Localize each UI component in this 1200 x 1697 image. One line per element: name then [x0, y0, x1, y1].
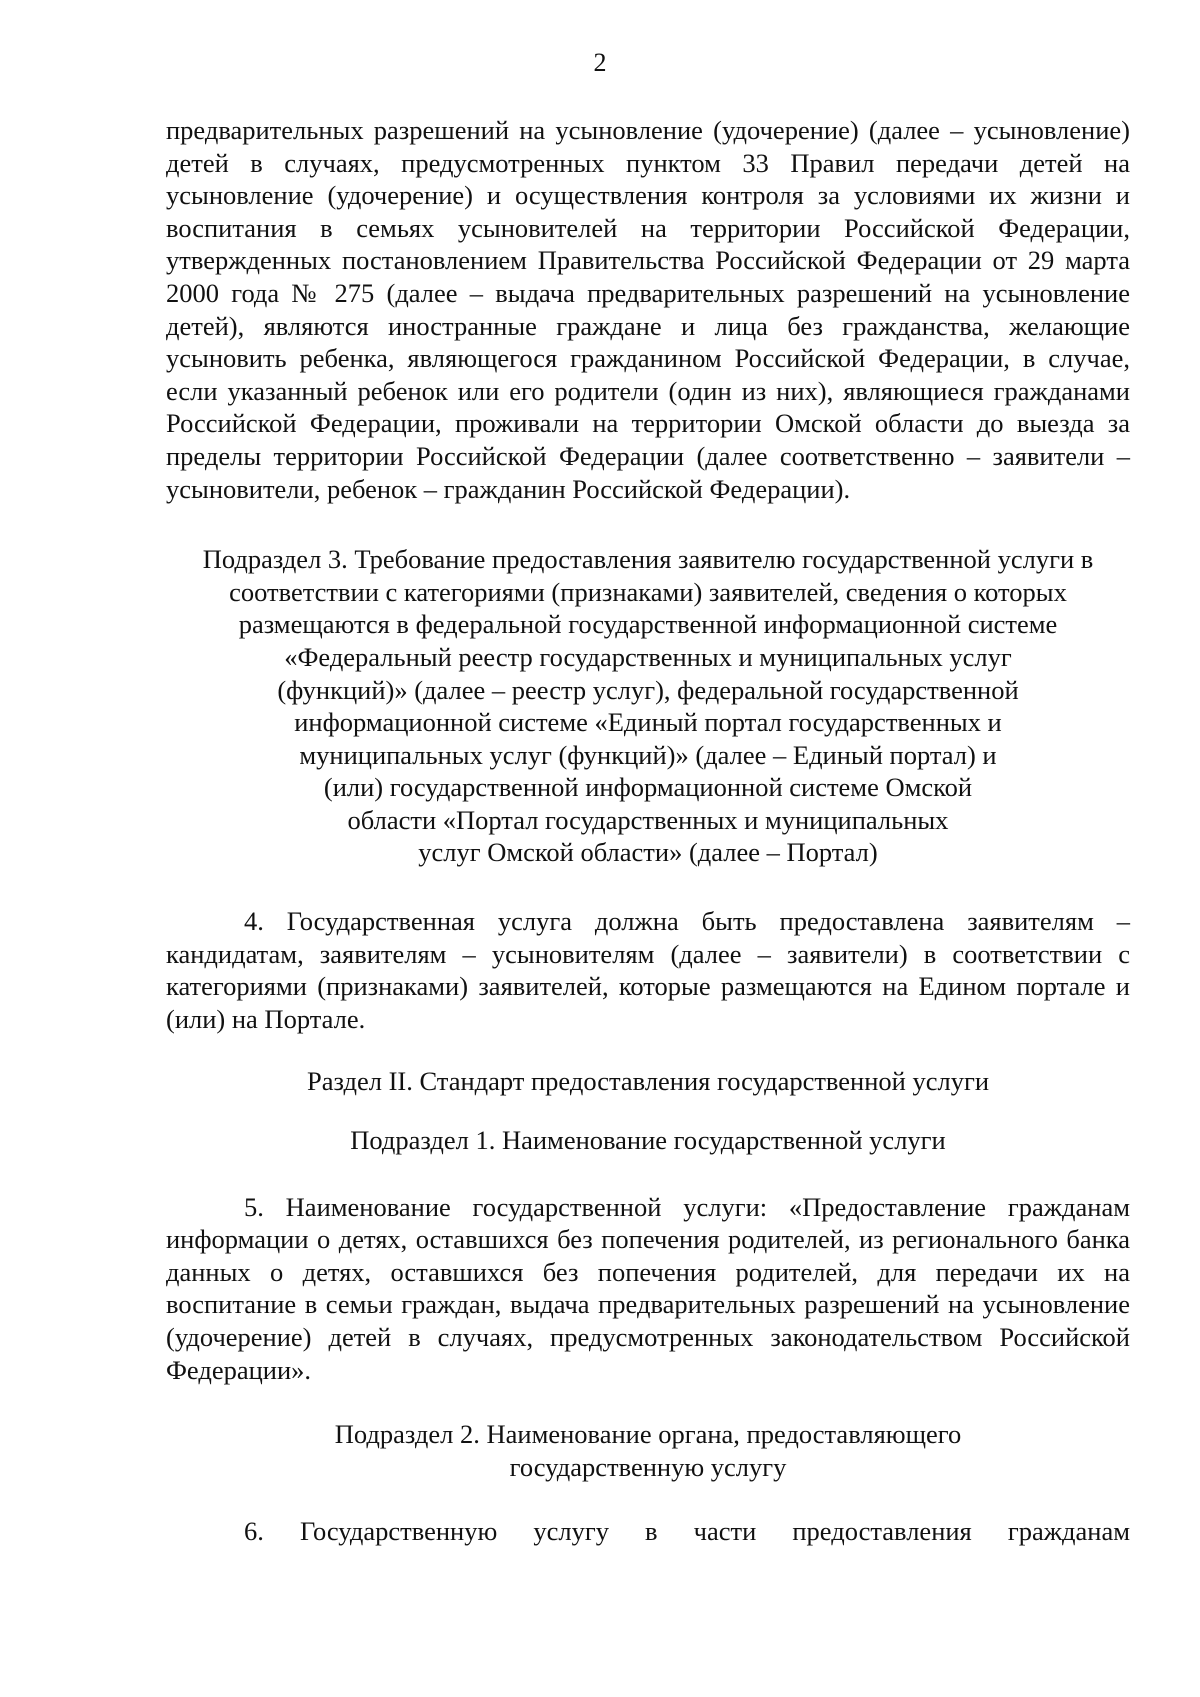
- paragraph-continuation: предварительных разрешений на усыновление (удочерение) (далее – усыновление) детей в случаях, предусмотренных пунктом 33 Правил передачи детей на усыновление (удочерение) и осуществления контроля за условиями их жизни и воспитания в семьях усыновителей на территории Российской Федерации, утвержденных постановлением Правительства Российской Федерации от 29 марта 2000 года № 275 (далее – выдача предварительных разрешений на усыновление детей), являются иностранные граждане и лица без гражданства, желающие усыновить ребенка, являющегося гражданином Российской Федерации, в случае, если указанный ребенок или его родители (один из них), являющиеся гражданами Российской Федерации, проживали на территории Омской области до выезда за пределы территории Российской Федерации (далее соответственно – заявители – усыновители, ребенок – гражданин Российской Федерации).: [166, 115, 1130, 504]
- heading-line: (или) государственной информационной системе Омской: [323, 772, 973, 803]
- subsection-2-heading: [166, 1418, 1130, 1483]
- document-body: [166, 114, 1130, 1548]
- heading-line: информационной системе «Единый портал государственных и: [294, 707, 1002, 738]
- heading-line: муниципальных услуг (функций)» (далее – Единый портал) и: [299, 739, 997, 770]
- paragraph-6: 6. Государственную услугу в части предоставления гражданам: [244, 1516, 1130, 1547]
- subsection-3-heading: [166, 543, 1130, 869]
- section-2-heading: Раздел II. Стандарт предоставления государственной услуги: [306, 1066, 990, 1097]
- heading-line: области «Портал государственных и муниципальных: [347, 804, 949, 835]
- paragraph-4: 4. Государственная услуга должна быть предоставлена заявителям – кандидатам, заявителям – усыновителям (далее – заявители) в соответствии с категориями (признаками) заявителей, которые размещаются на Едином портале и (или) на Портале.: [166, 906, 1130, 1034]
- heading-line: Подраздел 2. Наименование органа, предоставляющего: [334, 1419, 962, 1450]
- heading-line: (функций)» (далее – реестр услуг), федеральной государственной: [277, 674, 1019, 705]
- heading-line: размещаются в федеральной государственной информационной системе: [238, 609, 1058, 640]
- heading-line: Подраздел 3. Требование предоставления заявителю государственной услуги в: [202, 544, 1094, 575]
- heading-line: соответствии с категориями (признаками) заявителей, сведения о которых: [229, 576, 1067, 607]
- heading-line: «Федеральный реестр государственных и муниципальных услуг: [284, 641, 1012, 672]
- page-number: 2: [593, 48, 607, 77]
- heading-line: государственную услугу: [509, 1451, 787, 1482]
- subsection-1-heading: Подраздел 1. Наименование государственной услуги: [350, 1125, 946, 1156]
- paragraph-5: 5. Наименование государственной услуги: «Предоставление гражданам информации о детях, оставшихся без попечения родителей, из регионального банка данных о детях, оставшихся без попечения родителей, для передачи их на воспитание в семьи граждан, выдача предварительных разрешений на усыновление (удочерение) детей в случаях, предусмотренных законодательством Российской Федерации».: [166, 1191, 1130, 1385]
- heading-line: услуг Омской области» (далее – Портал): [418, 837, 878, 868]
